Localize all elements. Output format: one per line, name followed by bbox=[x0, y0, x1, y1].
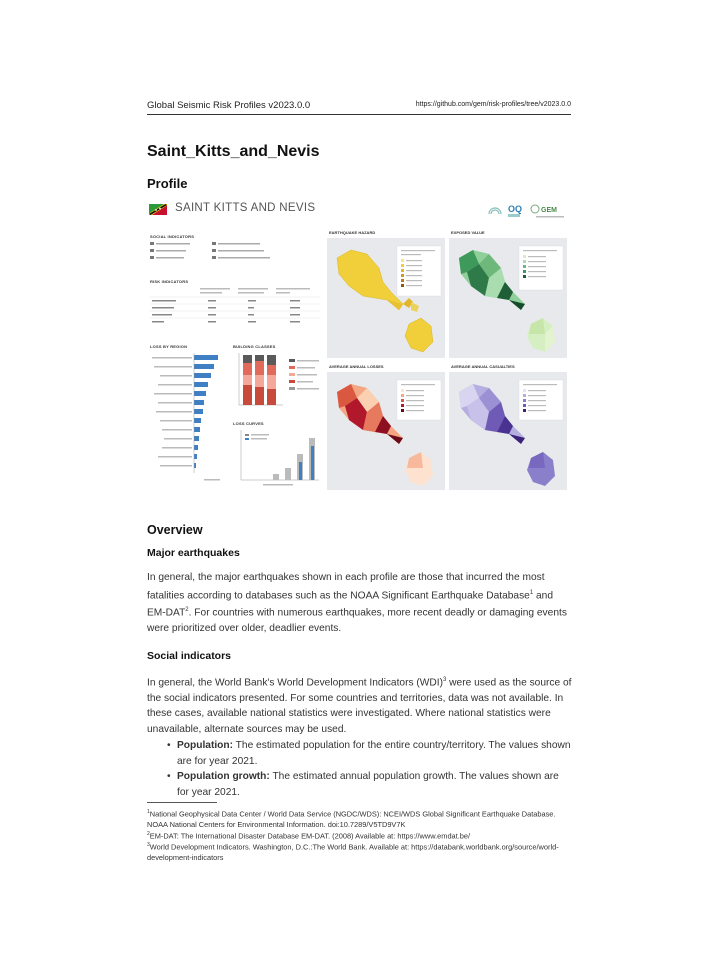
social-indicators-block bbox=[150, 240, 320, 264]
aal-map bbox=[327, 372, 445, 490]
profile-country-name: SAINT KITTS AND NEVIS bbox=[175, 202, 316, 214]
loss-curves-chart bbox=[233, 428, 325, 490]
earthquake-hazard-map bbox=[327, 238, 445, 358]
loss-curves-label: LOSS CURVES bbox=[233, 421, 264, 426]
social-indicators-paragraph: In general, the World Bank's World Development Indicators (WDI)$^3$ were used as the source of the social indicators presented. For some countries and territories, data was not available. In these cases, available national statistics were investigated. Where national statistics were unavailable, alternate sources may be used. bbox=[147, 677, 572, 735]
profile-infographic bbox=[147, 196, 571, 492]
major-earthquakes-paragraph: In general, the major earthquakes shown in each profile are those that incurred the most fatalities according to databases such as the NOAA Significant Earthquake Database$^1$ and EM-DAT$^2$. For countries with numerous earthquakes, more recent deadly or damaging events were prioritized over older, deadlier events. bbox=[147, 572, 567, 635]
loss-by-region-bars bbox=[150, 353, 230, 493]
running-header bbox=[147, 100, 571, 115]
exposed-value-label: EXPOSED VALUE bbox=[451, 230, 485, 235]
aal-casualties-panel bbox=[449, 364, 567, 490]
footnote-divider bbox=[147, 802, 217, 803]
list-item: • Population: The estimated population for the entire country/territory. The values shown are for year 2021. bbox=[167, 740, 571, 767]
partner-logos-icon bbox=[481, 200, 567, 222]
earthquake-hazard-panel bbox=[327, 230, 445, 358]
footnote-ref-2[interactable]: 2 bbox=[185, 607, 189, 614]
social-indicators-list bbox=[147, 738, 572, 800]
major-earthquakes-heading: Major earthquakes bbox=[147, 547, 240, 559]
aal-casualties-label: AVERAGE ANNUAL CASUALTIES bbox=[451, 364, 515, 369]
svg-text:OQ: OQ bbox=[508, 204, 523, 214]
aal-panel bbox=[327, 364, 445, 490]
header-title: Global Seismic Risk Profiles v2023.0.0 bbox=[147, 100, 311, 111]
svg-text:GEM: GEM bbox=[541, 207, 557, 214]
bullet-icon: • bbox=[167, 740, 171, 751]
overview-heading: Overview bbox=[147, 523, 203, 537]
social-indicators-heading: Social indicators bbox=[147, 650, 232, 662]
loss-by-region-label: LOSS BY REGION bbox=[150, 344, 188, 349]
list-item: • Population growth: The estimated annual population growth. The values shown are for year 2021. bbox=[167, 771, 559, 798]
footnote-1: $^1$National Geophysical Data Center / World Data Service (NGDC/WDS): NCEI/WDS Global Significant Earthquake Database. NOAA National Centers for Environmental Information. doi:10.7289/V5TD9V7K bbox=[147, 809, 556, 829]
risk-indicators-table bbox=[150, 286, 320, 328]
bullet-icon: • bbox=[167, 771, 171, 782]
footnote-ref-1[interactable]: 1 bbox=[529, 589, 534, 596]
building-classes-chart bbox=[233, 351, 325, 413]
aal-label: AVERAGE ANNUAL LOSSES bbox=[329, 364, 384, 369]
exposed-value-map bbox=[449, 238, 567, 358]
flag-icon bbox=[149, 204, 167, 215]
page-title: Saint_Kitts_and_Nevis bbox=[147, 143, 320, 160]
earthquake-hazard-label: EARTHQUAKE HAZARD bbox=[329, 230, 376, 235]
profile-heading: Profile bbox=[147, 176, 188, 191]
footnote-2: $^2$EM-DAT: The International Disaster Database EM-DAT. (2008) Available at: https://www.emdat.be/ bbox=[147, 831, 471, 841]
social-indicators-label: SOCIAL INDICATORS bbox=[150, 234, 195, 239]
footnote-ref-3[interactable]: 3 bbox=[443, 677, 447, 683]
building-classes-label: BUILDING CLASSES bbox=[233, 344, 276, 349]
footnote-3: $^3$World Development Indicators. Washington, D.C.:The World Bank. Available at: https://databank.worldbank.org/source/world-development-indicators bbox=[147, 842, 559, 862]
aal-casualties-map bbox=[449, 372, 567, 490]
header-link[interactable]: https://github.com/gem/risk-profiles/tree/v2023.0.0 bbox=[415, 101, 571, 108]
risk-indicators-label: RISK INDICATORS bbox=[150, 279, 189, 284]
exposed-value-panel bbox=[449, 230, 567, 358]
